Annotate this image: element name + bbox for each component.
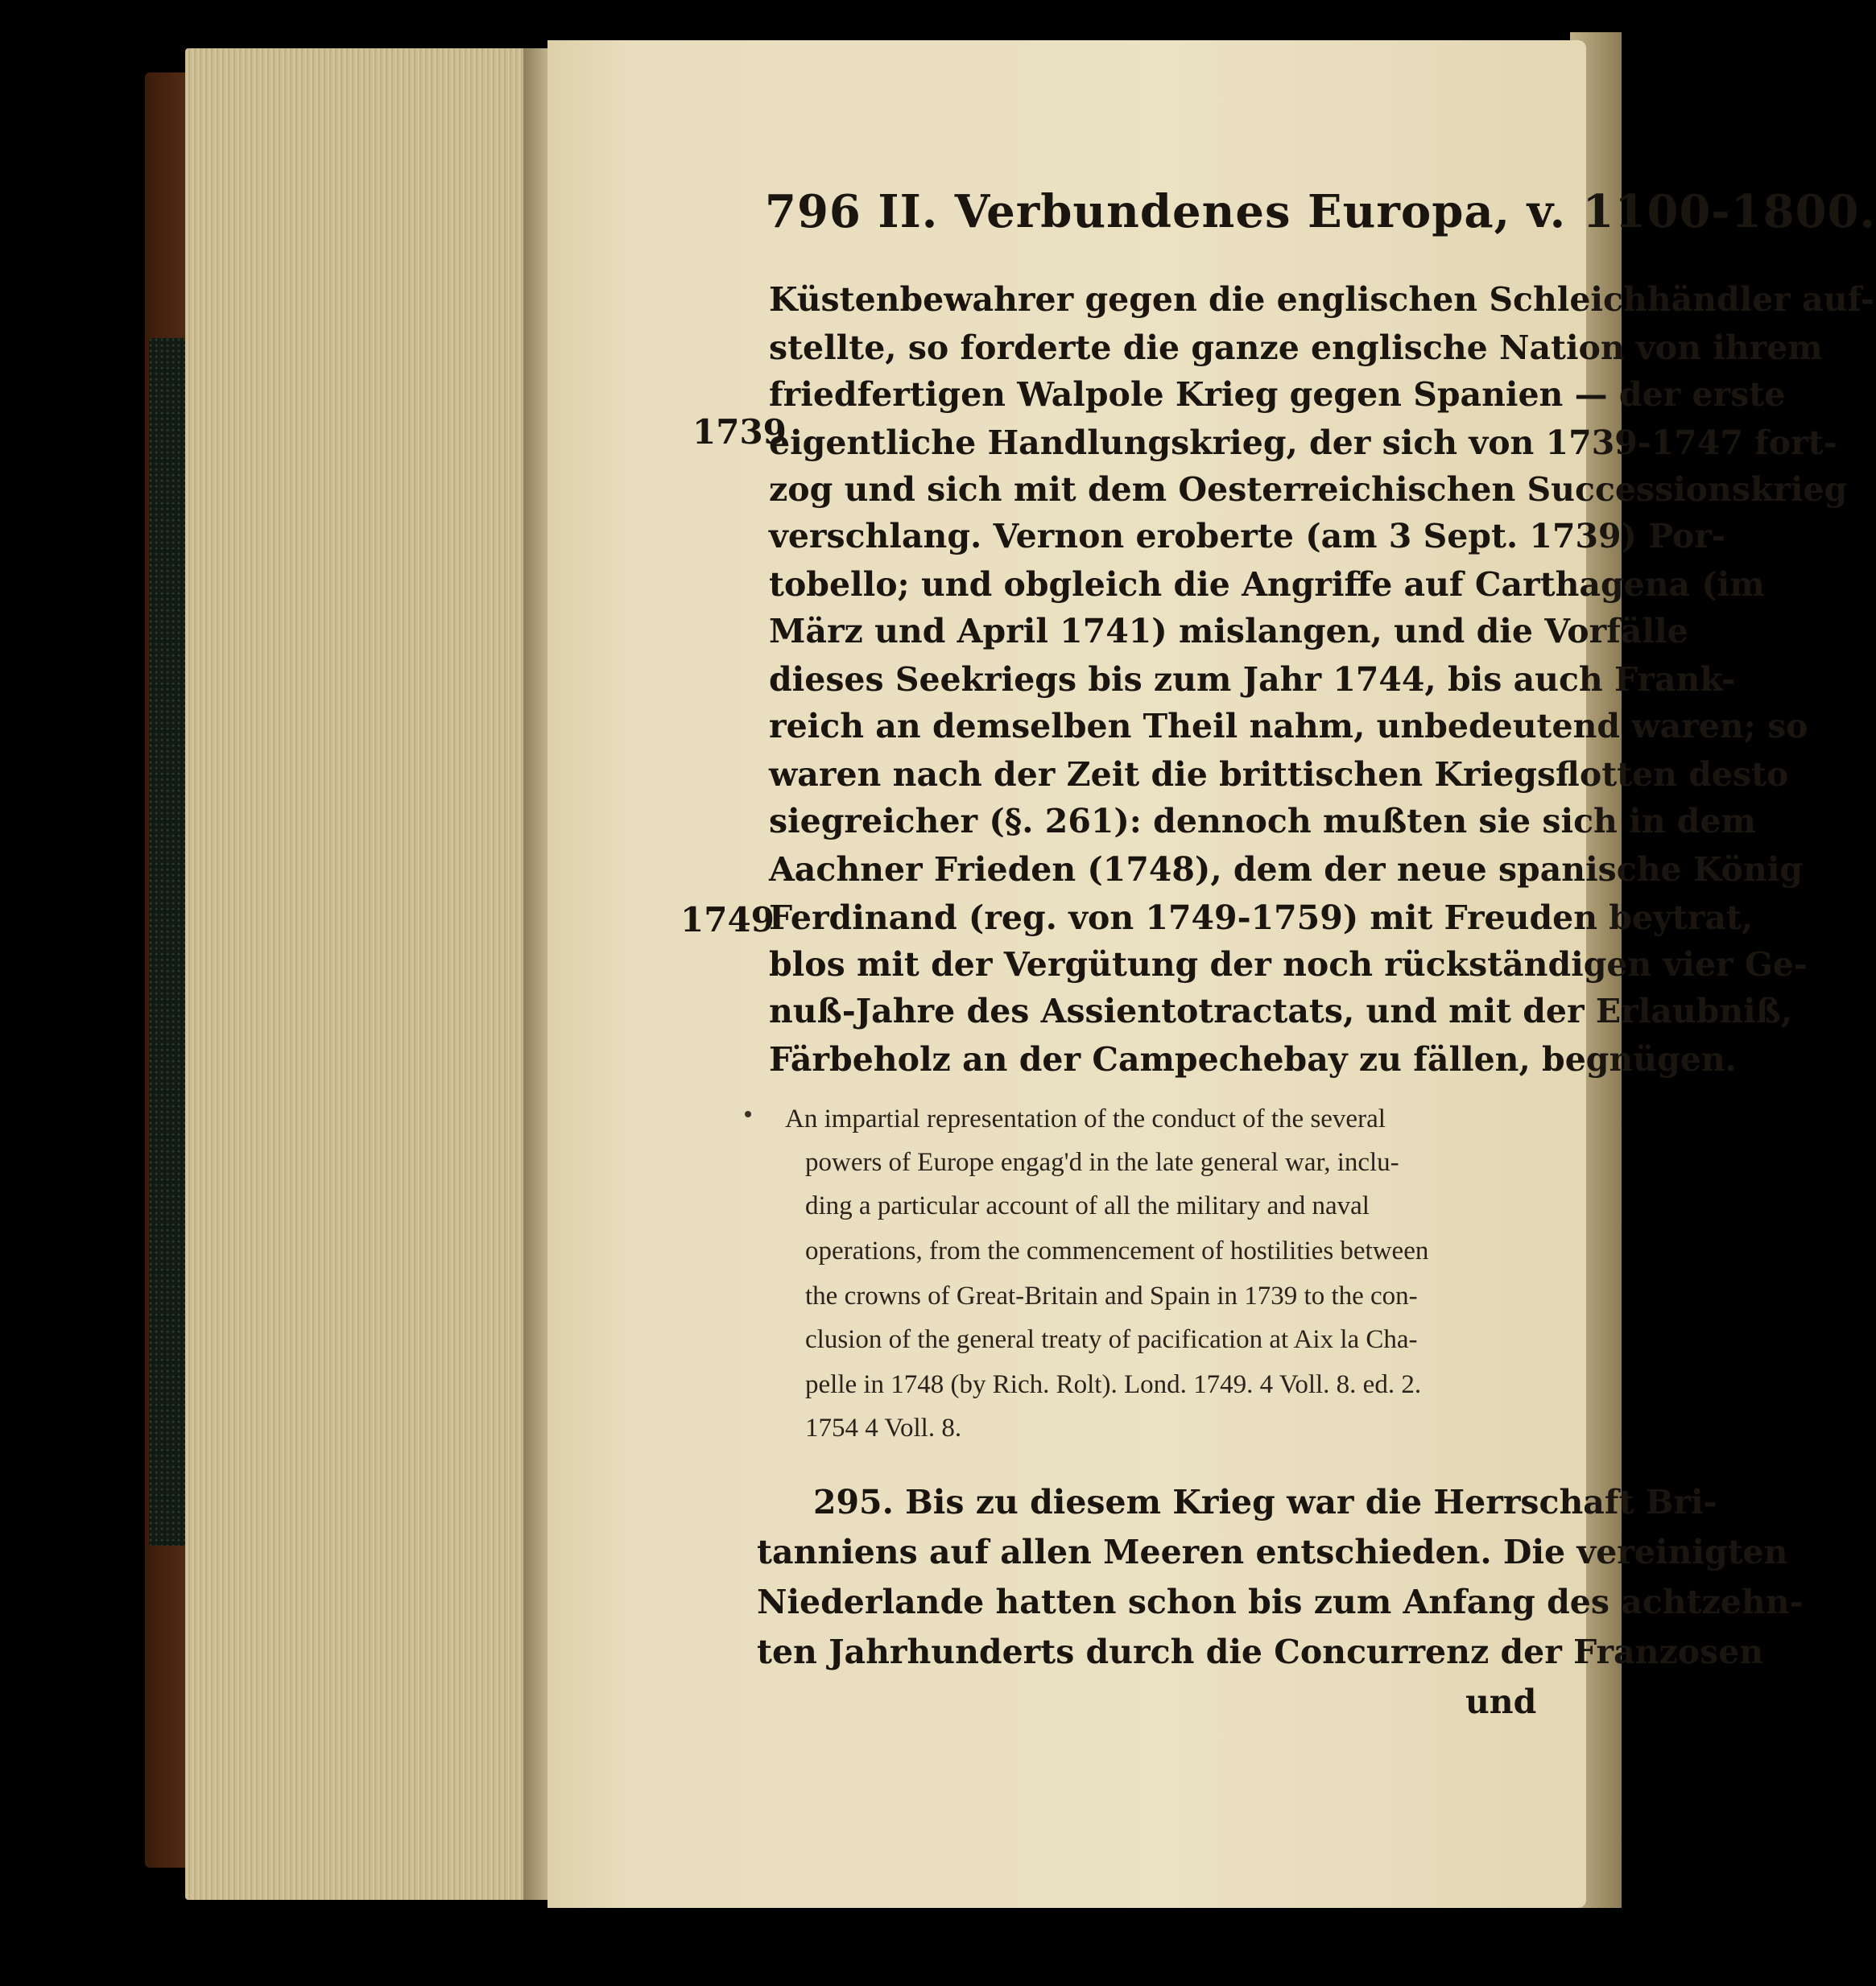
catchword: und [1465,1683,1537,1721]
body-line: reich an demselben Theil nahm, unbedeutend waren; so [769,707,1808,745]
note-line: pelle in 1748 (by Rich. Rolt). Lond. 1749. 4 Voll. 8. ed. 2. [805,1370,1422,1399]
body-line: verschlang. Vernon eroberte (am 3 Sept. 1739) Por- [769,517,1725,555]
body-line: tanniens auf allen Meeren entschieden. Die vereinigten [757,1533,1788,1571]
body-line: siegreicher (§. 261): dennoch mußten sie sich in dem [769,802,1756,840]
body-line: Aachner Frieden (1748), dem der neue spanische König [769,850,1804,889]
body-line: nuß-Jahre des Assientotractats, und mit der Erlaubniß, [769,992,1793,1030]
body-line: Färbeholz an der Campechebay zu fällen, begnügen. [769,1040,1737,1079]
body-line: stellte, so forderte die ganze englische Nation von ihrem [769,328,1823,367]
body-line: waren nach der Zeit die brittischen Kriegsflotten desto [769,755,1789,794]
note-bullet [745,1111,751,1117]
body-line: eigentliche Handlungskrieg, der sich von 1739-1747 fort- [769,423,1837,462]
note-line: 1754 4 Voll. 8. [805,1414,962,1443]
running-header [765,185,1876,238]
note-line: An impartial representation of the conduct of the several [785,1104,1386,1133]
note-line: the crowns of Great-Britain and Spain in 1739 to the con- [805,1282,1418,1311]
body-line: 295. Bis zu diesem Krieg war die Herrschaft Bri- [813,1483,1717,1521]
page-number: 796 [765,185,862,238]
body-line: tobello; und obgleich die Angriffe auf Carthagena (im [769,565,1765,604]
note-line: operations, from the commencement of hostilities between [805,1237,1429,1266]
note-line: ding a particular account of all the military and naval [805,1191,1370,1220]
body-line: Ferdinand (reg. von 1749-1759) mit Freuden beytrat, [769,898,1754,937]
note-line: powers of Europe engag'd in the late general war, inclu- [805,1148,1399,1177]
body-line: friedfertigen Walpole Krieg gegen Spanien — der erste [769,375,1786,414]
margin-year: 1749 [680,900,775,939]
margin-year: 1739 [692,412,787,452]
body-line: zog und sich mit dem Oesterreichischen Successionskrieg [769,470,1848,509]
body-line: blos mit der Vergütung der noch rückständigen vier Ge- [769,945,1808,984]
body-line: Küstenbewahrer gegen die englischen Schleichhändler auf- [769,280,1874,319]
page-block-edges [185,48,539,1900]
body-line: Niederlande hatten schon bis zum Anfang des achtzehn- [757,1583,1804,1621]
note-line: clusion of the general treaty of pacification at Aix la Cha- [805,1325,1418,1354]
body-line: ten Jahrhunderts durch die Concurrenz der Franzosen [757,1633,1764,1671]
body-line: dieses Seekriegs bis zum Jahr 1744, bis auch Frank- [769,660,1736,699]
body-line: März und April 1741) mislangen, und die Vorfälle [769,612,1688,650]
header-title: II. Verbundenes Europa, v. 1100-1800. [878,185,1876,238]
